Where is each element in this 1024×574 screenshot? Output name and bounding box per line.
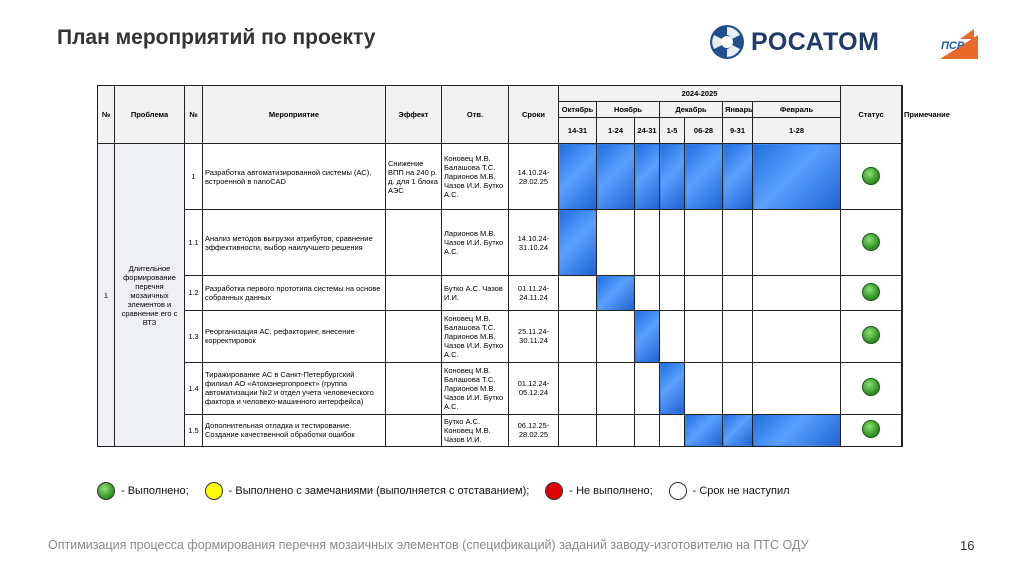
row-note xyxy=(902,276,903,310)
legend-item-white xyxy=(669,482,790,500)
gantt-empty-cell xyxy=(685,210,723,276)
row-effect xyxy=(386,362,442,414)
header-week: 9-31 xyxy=(723,118,753,144)
gantt-bar-cell xyxy=(753,414,841,446)
status-white-icon xyxy=(669,482,687,500)
legend-item-yellow xyxy=(205,482,530,500)
legend-item-red xyxy=(545,482,652,500)
row-effect xyxy=(386,414,442,446)
header-week: 14-31 xyxy=(559,118,597,144)
rosatom-emblem-icon xyxy=(709,24,745,60)
status-green-icon xyxy=(862,326,880,344)
row-status xyxy=(841,276,902,310)
status-green-icon xyxy=(862,167,880,185)
status-yellow-icon xyxy=(205,482,223,500)
row-num: 1.3 xyxy=(185,310,203,362)
gantt-empty-cell xyxy=(559,310,597,362)
legend-label: - Выполнено; xyxy=(121,485,189,497)
header-week: 1-24 xyxy=(597,118,635,144)
row-status xyxy=(841,414,902,446)
header-problem: Проблема xyxy=(115,86,185,144)
row-note xyxy=(902,414,903,446)
problem-text: Длительное формирование перечня мозаичных элементов и сравнение его с ВТЗ xyxy=(115,144,185,447)
pts-logo-text: ПСР xyxy=(941,40,965,52)
gantt-empty-cell xyxy=(559,414,597,446)
gantt-bar-cell xyxy=(597,144,635,210)
header-week: 1-5 xyxy=(660,118,685,144)
row-action: Разработка автоматизированной системы (АС), встроенной в nanoCAD xyxy=(203,144,386,210)
header-period: 2024-2025 xyxy=(559,86,841,102)
legend-label: - Срок не наступил xyxy=(692,485,790,497)
gantt-bar-cell xyxy=(660,144,685,210)
gantt-bar-cell xyxy=(597,276,635,310)
header-note: Примечание xyxy=(902,86,903,144)
row-responsible: Коновец М.В. Балашова Т.С. Ларионов М.В. Чазов И.И. Бутко А.С. xyxy=(442,144,509,210)
header-month-nov: Ноябрь xyxy=(597,102,660,118)
header-month-jan: Январь xyxy=(723,102,753,118)
row-note xyxy=(902,210,903,276)
header-week: 24-31 xyxy=(635,118,660,144)
row-dates: 01.11.24-24.11.24 xyxy=(509,276,559,310)
row-note xyxy=(902,362,903,414)
row-dates: 25.11.24-30.11.24 xyxy=(509,310,559,362)
gantt-empty-cell xyxy=(723,362,753,414)
header-effect: Эффект xyxy=(386,86,442,144)
header-num2: № xyxy=(185,86,203,144)
legend-label: - Не выполнено; xyxy=(569,485,653,497)
gantt-empty-cell xyxy=(723,210,753,276)
gantt-bar-cell xyxy=(635,144,660,210)
row-effect: Снижение ВПП на 240 р. д. для 1 блока АЭС xyxy=(386,144,442,210)
header-week: 1-28 xyxy=(753,118,841,144)
row-num: 1.4 xyxy=(185,362,203,414)
row-num: 1.5 xyxy=(185,414,203,446)
project-plan-table xyxy=(97,85,950,447)
gantt-empty-cell xyxy=(685,310,723,362)
gantt-bar-cell xyxy=(685,144,723,210)
row-status xyxy=(841,210,902,276)
rosatom-logo xyxy=(709,22,899,62)
plan-table-body xyxy=(98,144,903,447)
row-action: Анализ методов выгрузки атрибутов, сравнение эффективности, выбор наилучшего решения xyxy=(203,210,386,276)
problem-num: 1 xyxy=(98,144,115,447)
status-legend xyxy=(97,482,806,500)
gantt-empty-cell xyxy=(559,276,597,310)
rosatom-logo-text: РОСАТОМ xyxy=(751,27,880,56)
header-month-oct: Октябрь xyxy=(559,102,597,118)
header-resp: Отв. xyxy=(442,86,509,144)
gantt-bar-cell xyxy=(559,210,597,276)
header-week: 06-28 xyxy=(685,118,723,144)
gantt-empty-cell xyxy=(559,362,597,414)
gantt-bar-cell xyxy=(723,144,753,210)
row-status xyxy=(841,310,902,362)
row-responsible: Ларионов М.В. Чазов И.И. Бутко А.С. xyxy=(442,210,509,276)
page-number: 16 xyxy=(960,538,975,553)
row-action: Реорганизация АС, рефакторинг, внесение корректировок xyxy=(203,310,386,362)
table-row xyxy=(98,144,903,210)
gantt-empty-cell xyxy=(723,310,753,362)
gantt-empty-cell xyxy=(660,210,685,276)
gantt-empty-cell xyxy=(660,276,685,310)
header-action: Мероприятие xyxy=(203,86,386,144)
gantt-bar-cell xyxy=(635,310,660,362)
gantt-empty-cell xyxy=(753,210,841,276)
gantt-bar-cell xyxy=(753,144,841,210)
gantt-empty-cell xyxy=(635,362,660,414)
gantt-empty-cell xyxy=(635,210,660,276)
gantt-bar-cell xyxy=(685,414,723,446)
header-month-feb: Февраль xyxy=(753,102,841,118)
page-title: План мероприятий по проекту xyxy=(57,26,376,49)
row-dates: 14.10.24-28.02.25 xyxy=(509,144,559,210)
row-responsible: Бутко А.С. Чазов И.И. xyxy=(442,276,509,310)
status-green-icon xyxy=(97,482,115,500)
row-status xyxy=(841,144,902,210)
row-status xyxy=(841,362,902,414)
gantt-empty-cell xyxy=(685,276,723,310)
table-row xyxy=(98,414,903,446)
gantt-empty-cell xyxy=(660,414,685,446)
row-note xyxy=(902,310,903,362)
gantt-empty-cell xyxy=(753,362,841,414)
status-red-icon xyxy=(545,482,563,500)
header-num: № xyxy=(98,86,115,144)
row-dates: 01.12.24-05.12.24 xyxy=(509,362,559,414)
gantt-bar-cell xyxy=(559,144,597,210)
gantt-empty-cell xyxy=(685,362,723,414)
row-note xyxy=(902,144,903,210)
footer-text: Оптимизация процесса формирования перечня мозаичных элементов (спецификаций) заданий заводу-изготовителю на ПТС ОДУ xyxy=(48,538,809,552)
gantt-empty-cell xyxy=(753,276,841,310)
table-row xyxy=(98,276,903,310)
row-effect xyxy=(386,210,442,276)
table-row xyxy=(98,210,903,276)
row-num: 1.2 xyxy=(185,276,203,310)
status-green-icon xyxy=(862,233,880,251)
gantt-bar-cell xyxy=(723,414,753,446)
table-row xyxy=(98,310,903,362)
header-status: Статус xyxy=(841,86,902,144)
gantt-empty-cell xyxy=(660,310,685,362)
row-action: Дополнительная отладка и тестирование. Создание качественной обработки ошибок xyxy=(203,414,386,446)
row-effect xyxy=(386,310,442,362)
row-dates: 14.10.24-31.10.24 xyxy=(509,210,559,276)
gantt-empty-cell xyxy=(597,414,635,446)
row-action: Разработка первого прототипа системы на основе собранных данных xyxy=(203,276,386,310)
gantt-empty-cell xyxy=(597,210,635,276)
legend-item-green xyxy=(97,482,189,500)
gantt-empty-cell xyxy=(597,362,635,414)
header-dates: Сроки xyxy=(509,86,559,144)
header-month-dec: Декабрь xyxy=(660,102,723,118)
gantt-empty-cell xyxy=(635,276,660,310)
row-responsible: Коновец М.В. Балашова Т.С. Ларионов М.В. Чазов И.И. Бутко А.С. xyxy=(442,362,509,414)
row-action: Тиражирование АС в Санкт-Петербургский филиал АО «Атомэнергопроект» (группа автоматизации №2 и отдел учета человеческого фактора и человеко-машинного интерфейса) xyxy=(203,362,386,414)
row-num: 1 xyxy=(185,144,203,210)
table-row xyxy=(98,362,903,414)
status-green-icon xyxy=(862,420,880,438)
row-dates: 06.12.25-28.02.25 xyxy=(509,414,559,446)
row-responsible: Бутко А.С. Коновец М.В. Чазов И.И. xyxy=(442,414,509,446)
gantt-empty-cell xyxy=(597,310,635,362)
row-responsible: Коновец М.В. Балашова Т.С. Ларионов М.В. Чазов И.И. Бутко А.С. xyxy=(442,310,509,362)
gantt-bar-cell xyxy=(660,362,685,414)
status-green-icon xyxy=(862,283,880,301)
gantt-empty-cell xyxy=(635,414,660,446)
gantt-empty-cell xyxy=(723,276,753,310)
row-num: 1.1 xyxy=(185,210,203,276)
row-effect xyxy=(386,276,442,310)
legend-label: - Выполнено с замечаниями (выполняется с отставанием); xyxy=(228,485,530,497)
status-green-icon xyxy=(862,378,880,396)
gantt-empty-cell xyxy=(753,310,841,362)
